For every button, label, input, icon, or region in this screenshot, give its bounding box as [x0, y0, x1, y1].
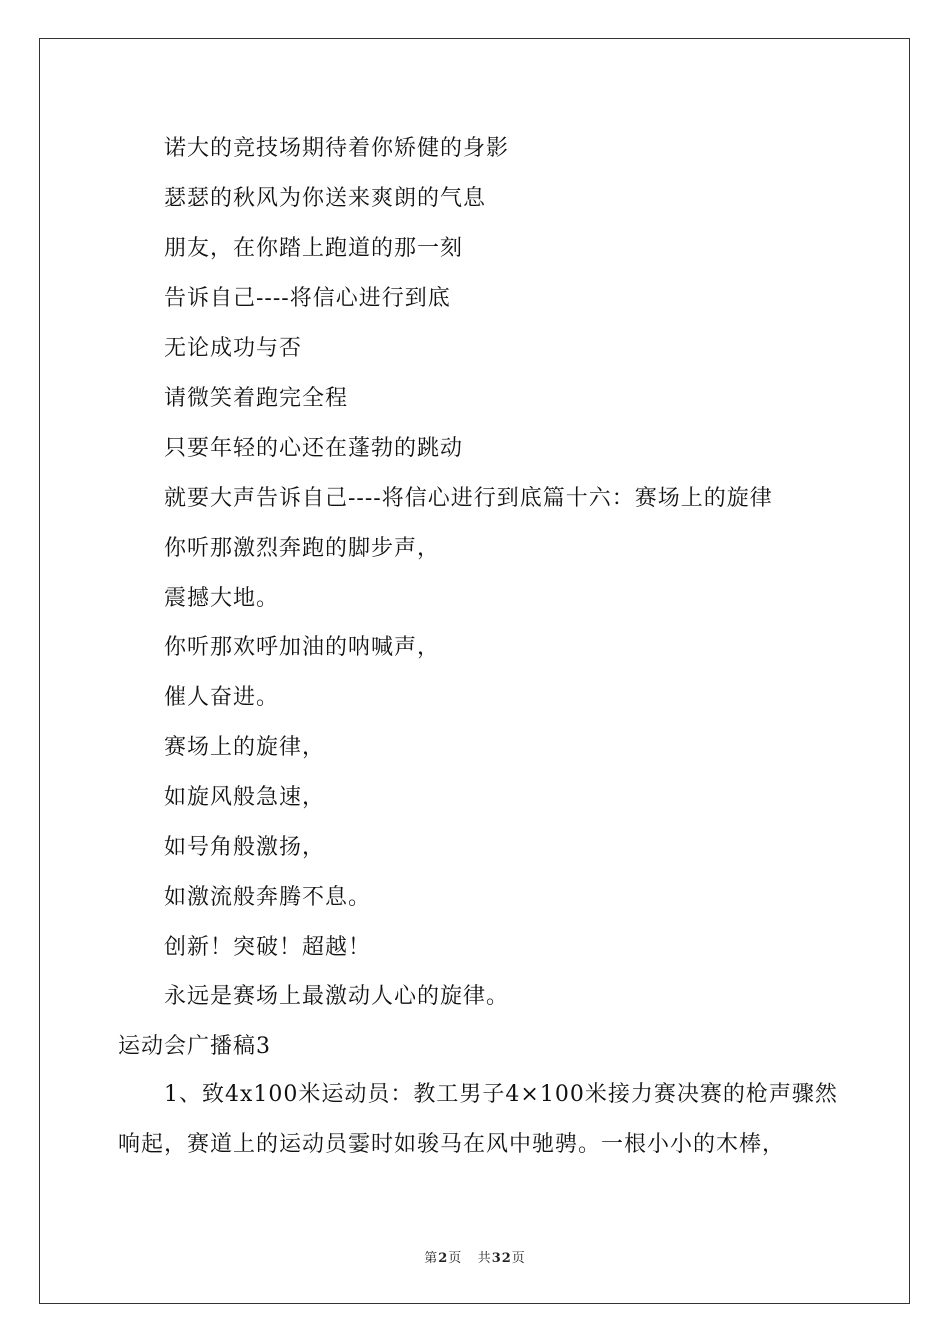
poem-line: 无论成功与否 — [164, 336, 303, 361]
poem-line: 请微笑着跑完全程 — [164, 386, 349, 411]
body-paragraph: 1、致4x100米运动员：教工男子4×100米接力赛决赛的枪声骤然响起，赛道上的运动员霎时如骏马在风中驰骋。一根小小的木棒， — [118, 1082, 838, 1157]
poem-line: 你听那欢呼加油的呐喊声， — [164, 635, 441, 660]
footer-page-number: 2 — [438, 1251, 449, 1266]
footer-page-suffix: 页 — [448, 1251, 463, 1266]
poem-line: 如激流般奔腾不息。 — [164, 885, 372, 910]
poem-line: 就要大声告诉自己----将信心进行到底篇十六：赛场上的旋律 — [164, 486, 773, 511]
poem-line: 诺大的竞技场期待着你矫健的身影 — [164, 136, 510, 161]
poem-line: 朋友，在你踏上跑道的那一刻 — [164, 236, 464, 261]
footer-page-prefix: 第 — [424, 1251, 439, 1266]
poem-line: 震撼大地。 — [164, 586, 280, 611]
page-footer — [0, 1247, 950, 1266]
poem-line: 告诉自己----将信心进行到底 — [164, 286, 451, 311]
poem-line: 创新！突破！超越！ — [164, 935, 372, 960]
footer-total-number: 32 — [491, 1251, 512, 1266]
footer-total-prefix: 共 — [477, 1251, 492, 1266]
poem-line: 催人奋进。 — [164, 685, 280, 710]
poem-line: 赛场上的旋律， — [164, 735, 326, 760]
footer-total-suffix: 页 — [511, 1251, 526, 1266]
poem-line: 如旋风般急速， — [164, 785, 326, 810]
poem-line: 只要年轻的心还在蓬勃的跳动 — [164, 436, 464, 461]
section-heading: 运动会广播稿3 — [118, 1034, 271, 1059]
poem-line: 永远是赛场上最激动人心的旋律。 — [164, 984, 510, 1009]
poem-line: 你听那激烈奔跑的脚步声， — [164, 536, 441, 561]
poem-line: 如号角般激扬， — [164, 835, 326, 860]
poem-line: 瑟瑟的秋风为你送来爽朗的气息 — [164, 186, 487, 211]
